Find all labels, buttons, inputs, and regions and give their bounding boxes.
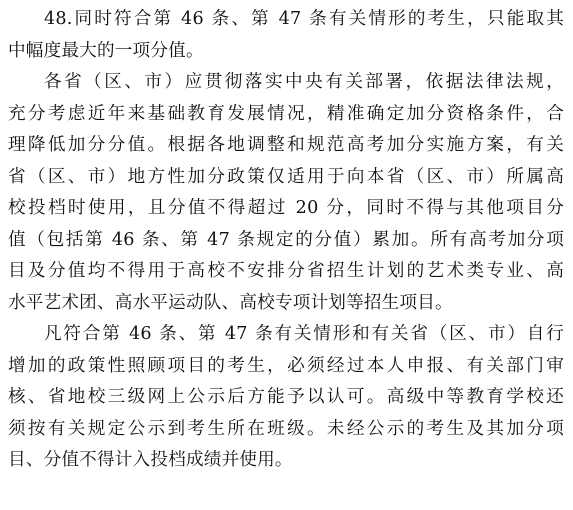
text-line: 须按有关规定公示到考生所在班级。未经公示的考生及其加分项: [8, 418, 564, 439]
text-line: 值（包括第 46 条、第 47 条规定的分值）累加。所有高考加分项: [8, 229, 564, 250]
text-line: 48.同时符合第 46 条、第 47 条有关情形的考生，只能取其: [44, 9, 564, 29]
text-line: 省（区、市）地方性加分政策仅适用于向本省（区、市）所属高: [8, 166, 564, 187]
paragraph-publicity: [8, 319, 564, 477]
text-line: 充分考虑近年来基础教育发展情况，精准确定加分资格条件，合: [8, 103, 564, 124]
paragraph-provincial-policy: [8, 67, 564, 319]
text-line: 各省（区、市）应贯彻落实中央有关部署，依据法律法规，: [44, 72, 564, 92]
paragraph-48: [8, 4, 564, 67]
document-body: [8, 0, 564, 477]
text-line: 核、省地校三级网上公示后方能予以认可。高级中等教育学校还: [8, 387, 564, 407]
text-line: 目及分值均不得用于高校不安排分省招生计划的艺术类专业、高: [8, 261, 564, 281]
text-line: 中幅度最大的一项分值。: [8, 40, 204, 61]
text-line: 凡符合第 46 条、第 47 条有关情形和有关省（区、市）自行: [44, 324, 564, 344]
text-line: 增加的政策性照顾项目的考生，必须经过本人申报、有关部门审: [8, 355, 564, 376]
text-line: 目、分值不得计入投档成绩并使用。: [8, 450, 293, 470]
text-line: 理降低加分分值。根据各地调整和规范高考加分实施方案，有关: [8, 135, 564, 155]
text-line: 水平艺术团、高水平运动队、高校专项计划等招生项目。: [8, 292, 453, 313]
text-line: 校投档时使用，且分值不得超过 20 分，同时不得与其他项目分: [8, 198, 564, 218]
